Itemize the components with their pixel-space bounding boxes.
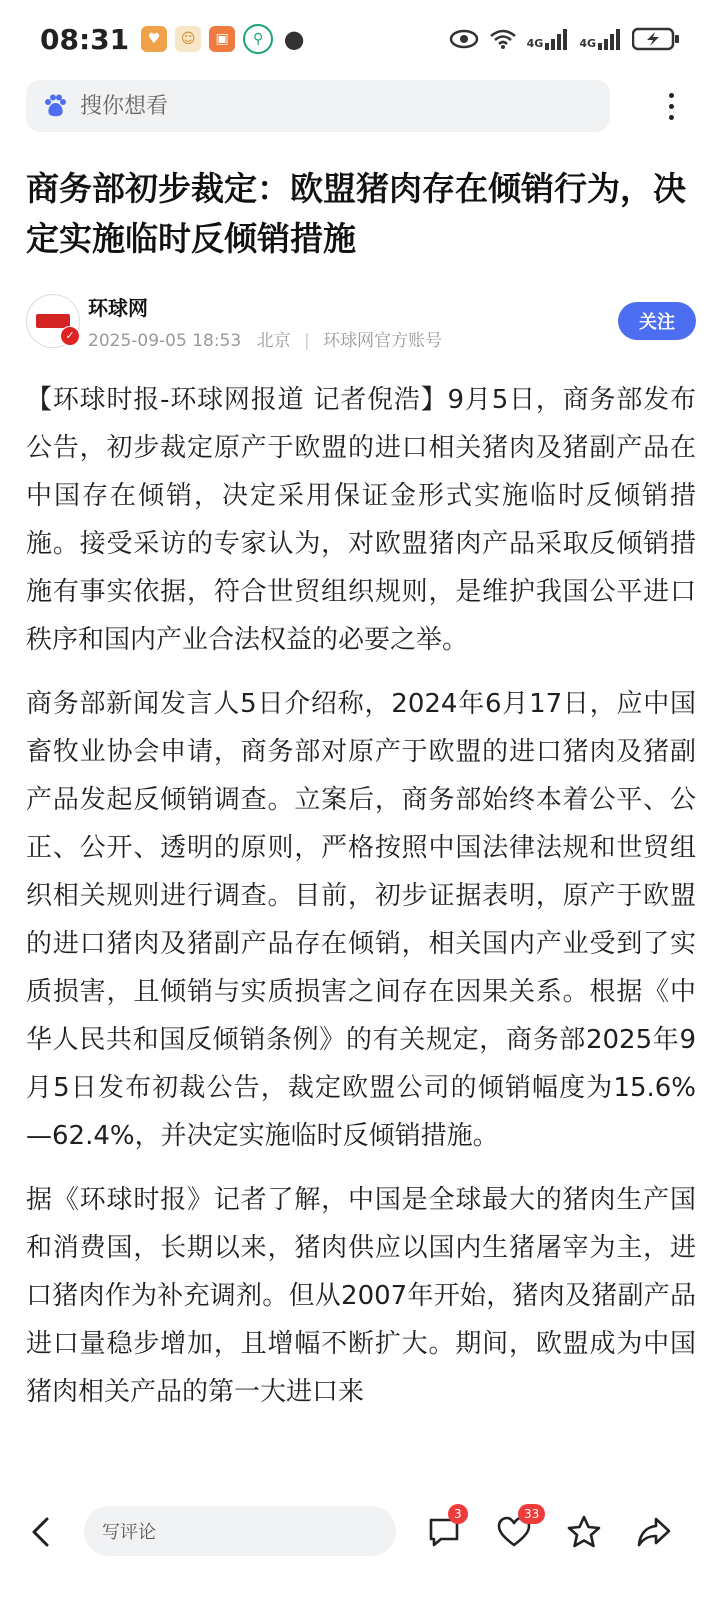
status-time: 08:31 xyxy=(40,22,130,56)
search-input[interactable] xyxy=(78,93,562,120)
more-dot xyxy=(669,115,674,120)
more-dot xyxy=(669,93,674,98)
system-icons xyxy=(449,27,680,51)
more-dot xyxy=(669,104,674,109)
article-meta xyxy=(88,326,442,351)
search-row xyxy=(26,80,696,132)
comment-input[interactable]: 写评论 xyxy=(84,1506,396,1556)
app-notification-icon: ♥ xyxy=(141,26,167,52)
article-paragraph: 商务部新闻发言人5日介绍称，2024年6月17日，应中国畜牧业协会申请，商务部对原产于欧盟的进口猪肉及猪副产品发起反倾销调查。立案后，商务部始终本着公平、公正、公开、透明的原则，严格按照中国法律法规和世贸组织相关规则进行调查。目前，初步证据表明，原产于欧盟的进口猪肉及猪副产品存在倾销，相关国内产业受到了实质损害，且倾销与实质损害之间存在因果关系。根据《中华人民共和国反倾销条例》的有关规定，商务部2025年9月5日发布初裁公告，裁定欧盟公司的倾销幅度为15.6%—62.4%，并决定实施临时反倾销措施。 xyxy=(26,689,696,1151)
notification-icons xyxy=(141,24,307,54)
signal-4g-icon-2: 4G xyxy=(579,28,622,50)
author-row xyxy=(26,290,696,350)
follow-button[interactable]: 关注 xyxy=(618,302,696,340)
account-type: 环球网官方账号 xyxy=(323,331,443,351)
article-paragraph: 【环球时报-环球网报道 记者倪浩】9月5日，商务部发布公告，初步裁定原产于欧盟的进口相关猪肉及猪副产品在中国存在倾销，决定采用保证金形式实施临时反倾销措施。接受采访的专家认为，对欧盟猪肉产品采取反倾销措施有事实依据，符合世贸组织规则，是维护我国公平进口秩序和国内产业合法权益的必要之举。 xyxy=(26,385,696,655)
search-box[interactable] xyxy=(26,80,610,132)
favorite-button[interactable] xyxy=(566,1514,602,1550)
emoji-notification-icon: ☺ xyxy=(175,26,201,52)
publish-datetime: 2025-09-05 18:53 xyxy=(88,331,242,351)
meta-divider: | xyxy=(304,331,310,351)
article-body xyxy=(26,376,696,1498)
author-name[interactable]: 环球网 xyxy=(88,296,148,320)
verified-icon: ✓ xyxy=(60,326,80,346)
bottom-action-bar xyxy=(0,1498,720,1610)
like-button[interactable] xyxy=(496,1507,540,1550)
status-bar xyxy=(0,0,720,78)
share-icon xyxy=(636,1514,672,1550)
wifi-icon xyxy=(489,28,517,50)
more-options-button[interactable] xyxy=(656,86,686,126)
calendar-notification-icon: ▣ xyxy=(209,26,235,52)
eye-icon xyxy=(449,29,479,49)
publish-location: 北京 xyxy=(256,331,291,351)
wallet-notification-icon: ⚲ xyxy=(243,24,273,54)
like-count-badge: 33 xyxy=(518,1504,545,1524)
back-arrow-icon[interactable] xyxy=(26,1516,58,1548)
share-button[interactable] xyxy=(636,1514,672,1550)
battery-charging-icon xyxy=(632,27,680,51)
star-icon xyxy=(566,1514,602,1550)
article-title: 商务部初步裁定：欧盟猪肉存在倾销行为，决定实施临时反倾销措施 xyxy=(26,169,686,258)
article-paragraph: 据《环球时报》记者了解，中国是全球最大的猪肉生产国和消费国，长期以来，猪肉供应以国内生猪屠宰为主，进口猪肉作为补充调剂。但从2007年开始，猪肉及猪副产品进口量稳步增加，且增幅不断扩大。期间，欧盟成为中国猪肉相关产品的第一大进口来 xyxy=(26,1185,696,1407)
comment-count-badge: 3 xyxy=(448,1504,468,1524)
comment-button[interactable] xyxy=(426,1507,462,1550)
message-notification-icon: ● xyxy=(281,26,307,52)
baidu-paw-icon xyxy=(42,93,68,119)
signal-4g-icon: 4G xyxy=(527,28,570,50)
